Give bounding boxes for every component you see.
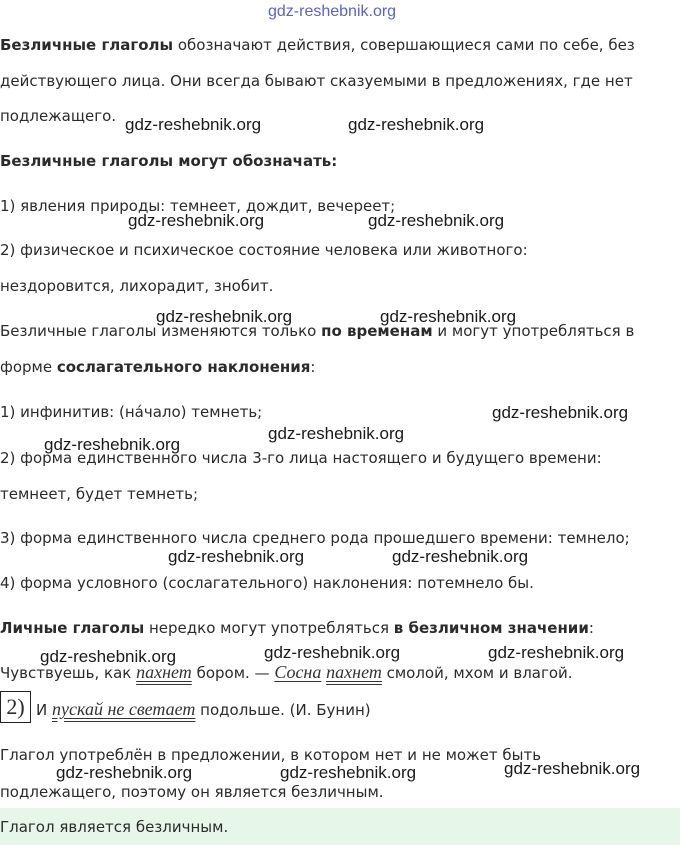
- watermark: gdz-reshebnik.org: [504, 759, 641, 778]
- text: бором. —: [191, 664, 275, 682]
- form-item: 2) форма единственного числа 3-го лица настоящего и будущего времени:: [0, 449, 602, 467]
- term-impersonal-verbs: Безличные глаголы: [0, 36, 174, 54]
- predicate-handwritten: пахнет: [136, 662, 192, 682]
- text: форме: [0, 358, 57, 376]
- watermark: gdz-reshebnik.org: [44, 435, 181, 454]
- meaning-heading: [0, 151, 337, 171]
- form-item: 1) инфинитив: (на́чало) темнеть;: [0, 403, 263, 421]
- example-sentence-2: [36, 699, 371, 720]
- text: :: [310, 358, 316, 376]
- watermark: gdz-reshebnik.org: [264, 643, 401, 662]
- text: Безличные глаголы изменяются только: [0, 322, 322, 340]
- watermark: gdz-reshebnik.org: [56, 763, 193, 782]
- paragraph-changes-line2: [0, 357, 315, 377]
- text: и могут употребляться в: [432, 322, 635, 340]
- watermark: gdz-reshebnik.org: [280, 763, 417, 782]
- text: :: [588, 619, 594, 637]
- example-sentence-1: [0, 662, 573, 683]
- meaning-heading-text: Безличные глаголы могут обозначать:: [0, 152, 338, 170]
- predicate-handwritten: пахнет: [326, 662, 382, 682]
- watermark: gdz-reshebnik.org: [268, 424, 405, 443]
- paragraph-definition-line3: подлежащего.: [0, 107, 117, 125]
- paragraph-definition-line1: [0, 35, 635, 55]
- watermark: gdz-reshebnik.org: [348, 115, 485, 134]
- form-item: темнеет, будет темнеть;: [0, 485, 199, 503]
- watermark: gdz-reshebnik.org: [40, 647, 177, 666]
- bold-impersonal-meaning: в безличном значении: [393, 619, 589, 637]
- predicate-handwritten: пускай не светает: [52, 699, 196, 719]
- watermark: gdz-reshebnik.org: [392, 547, 529, 566]
- conclusion-line2: подлежащего, поэтому он является безличным.: [0, 783, 384, 801]
- form-item: 4) форма условного (сослагательного) наклонения: потемнело бы.: [0, 574, 534, 592]
- watermark: gdz-reshebnik.org: [368, 211, 505, 230]
- bold-subjunctive: сослагательного наклонения: [56, 358, 311, 376]
- text: подольше. (И. Бунин): [195, 701, 371, 719]
- term-personal-verbs: Личные глаголы: [0, 619, 145, 637]
- watermark: gdz-reshebnik.org: [168, 547, 305, 566]
- example-number-box: 2): [0, 691, 31, 723]
- text: Чувствуешь, как: [0, 664, 137, 682]
- paragraph-definition-line2: действующего лица. Они всегда бывают сказуемыми в предложениях, где нет: [0, 72, 633, 90]
- watermark: gdz-reshebnik.org: [492, 403, 629, 422]
- text: И: [36, 701, 52, 719]
- bold-by-tense: по временам: [321, 322, 433, 340]
- paragraph-changes-line1: [0, 321, 634, 341]
- watermark-top: gdz-reshebnik.org: [268, 3, 397, 20]
- meaning-item: 2) физическое и психическое состояние человека или животного:: [0, 241, 528, 259]
- conclusion-line1: Глагол употреблён в предложении, в котором нет и не может быть: [0, 746, 542, 764]
- answer-text: Глагол является безличным.: [0, 818, 229, 836]
- text: смолой, мхом и влагой.: [381, 664, 573, 682]
- watermark: gdz-reshebnik.org: [156, 307, 293, 326]
- answer-box: [0, 808, 680, 845]
- form-item: 3) форма единственного числа среднего рода прошедшего времени: темнело;: [0, 529, 630, 547]
- text: нередко могут употребляться: [144, 619, 394, 637]
- meaning-item: нездоровится, лихорадит, знобит.: [0, 277, 274, 295]
- meaning-item: 1) явления природы: темнеет, дождит, вечереет;: [0, 197, 396, 215]
- paragraph-personal-verbs: [0, 618, 594, 638]
- watermark: gdz-reshebnik.org: [380, 307, 517, 326]
- text: обозначают действия, совершающиеся сами по себе, без: [173, 36, 635, 54]
- watermark: gdz-reshebnik.org: [128, 211, 265, 230]
- watermark: gdz-reshebnik.org: [488, 643, 625, 662]
- subject-handwritten: Сосна: [274, 662, 322, 682]
- watermark: gdz-reshebnik.org: [125, 115, 262, 134]
